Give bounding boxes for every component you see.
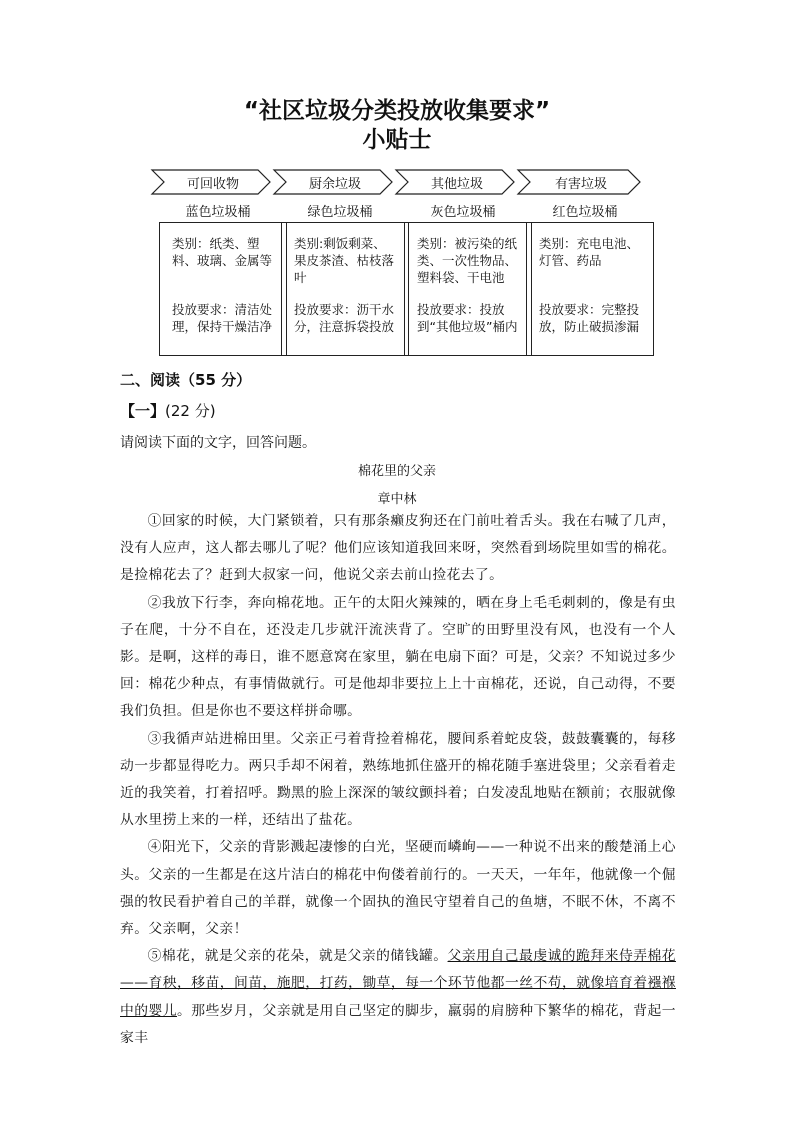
bin-name-green: 绿色垃圾桶 xyxy=(307,205,373,220)
paragraph-5-tail: 。那些岁月，父亲就是用自己坚定的脚步，羸弱的肩膀种下繁华的棉花，背起一家丰 xyxy=(120,1002,676,1046)
arrow-label-recyclable: 可回收物 xyxy=(186,177,239,192)
card-requirement-text: 投放要求：沥干水分，注意拆袋投放 xyxy=(294,302,395,334)
arrow-label-kitchen: 厨余垃圾 xyxy=(308,177,361,192)
bin-name-blue: 蓝色垃圾桶 xyxy=(185,205,251,220)
card-category-text: 类别：纸类、塑料、玻璃、金属等 xyxy=(172,236,273,268)
part-label: 【一】 xyxy=(120,402,166,420)
paragraph-1: ①回家的时候，大门紧锁着，只有那条癞皮狗还在门前吐着舌头。我在右喊了几声，没有人应声，这人都去哪儿了呢？他们应该知道我回来呀，突然看到场院里如雪的棉花。是捡棉花去了？赶到大叔家一问，他说父亲去前山捡花去了。 xyxy=(120,513,676,584)
card-category-text: 类别:剩饭剩菜、果皮茶渣、枯枝落叶 xyxy=(294,236,395,285)
paragraph-4: ④阳光下，父亲的背影溅起凄惨的白光，坚硬而嶙峋——一种说不出来的酸楚涌上心头。父亲的一生都是在这片洁白的棉花中佝偻着前行的。一天天，一年年，他就像一个倔强的牧民看护着自己的羊群，就像一个固执的渔民守望着自己的鱼塘，不眠不休，不离不弃。父亲啊，父亲！ xyxy=(120,839,676,938)
arrow-label-other: 其他垃圾 xyxy=(430,177,483,192)
card-requirement-text: 投放要求：投放到“其他垃圾”桶内 xyxy=(417,302,518,334)
article-title: 棉花里的父亲 xyxy=(357,464,436,479)
paragraph-3: ③我循声站进棉田里。父亲正弓着背捡着棉花，腰间系着蛇皮袋，鼓鼓囊囊的，每移动一步都显得吃力。两只手却不闲着，熟练地抓住盛开的棉花随手塞进袋里；父亲看着走近的我笑着，打着招呼。黝黑的脸上深深的皱纹颤抖着；白发凌乱地贴在额前；衣服就像从水里捞上来的一样，还结出了盐花。 xyxy=(120,730,676,829)
section-heading: 二、阅读（55 分） xyxy=(120,371,252,389)
article-author: 章中林 xyxy=(377,492,417,507)
paragraph-5 xyxy=(120,943,676,1052)
part-heading xyxy=(120,400,216,421)
bin-name-gray: 灰色垃圾桶 xyxy=(430,205,496,220)
arrow-label-hazardous: 有害垃圾 xyxy=(554,177,607,192)
card-kitchen xyxy=(281,222,409,356)
card-hazardous xyxy=(526,222,654,356)
paragraph-5-lead: ⑤棉花，就是父亲的花朵，就是父亲的储钱罐。 xyxy=(147,948,448,965)
card-category-text: 类别：充电电池、灯管、药品 xyxy=(539,236,640,268)
card-other xyxy=(404,222,532,356)
bin-name-red: 红色垃圾桶 xyxy=(552,205,618,220)
card-requirement-text: 投放要求：清洁处理，保持干燥洁净 xyxy=(172,302,273,334)
card-category-text: 类别：被污染的纸类、一次性物品、塑料袋、干电池 xyxy=(417,236,518,285)
part-points: (22 分) xyxy=(165,402,216,420)
article-body xyxy=(120,508,676,1052)
underlined-passage: 父亲用自己最虔诚的跪拜来侍弄棉花——育秧，移苗，间苗，施肥，打药，锄草，每一个环节他都一丝不苟，就像培育着襁褓中的婴儿 xyxy=(120,948,676,1019)
category-arrow-flow xyxy=(150,168,650,196)
card-recyclable xyxy=(159,222,287,356)
paragraph-2: ②我放下行李，奔向棉花地。正午的太阳火辣辣的，晒在身上毛毛刺刺的，像是有虫子在爬，十分不自在，还没走几步就汗流浃背了。空旷的田野里没有风，也没有一个人影。是啊，这样的毒日，谁不愿意窝在家里，躺在电扇下面？可是，父亲？不知说过多少回：棉花少种点，有事情做就行。可是他却非要拉上上十亩棉花，还说，自己动得，不要我们负担。但是你也不要这样拼命哪。 xyxy=(120,594,676,720)
card-requirement-text: 投放要求：完整投放，防止破损渗漏 xyxy=(539,302,640,334)
page-title-line2: 小贴士 xyxy=(362,127,432,153)
instruction-text: 请阅读下面的文字，回答问题。 xyxy=(120,435,316,451)
page-title-line1: “社区垃圾分类投放收集要求” xyxy=(243,98,551,124)
